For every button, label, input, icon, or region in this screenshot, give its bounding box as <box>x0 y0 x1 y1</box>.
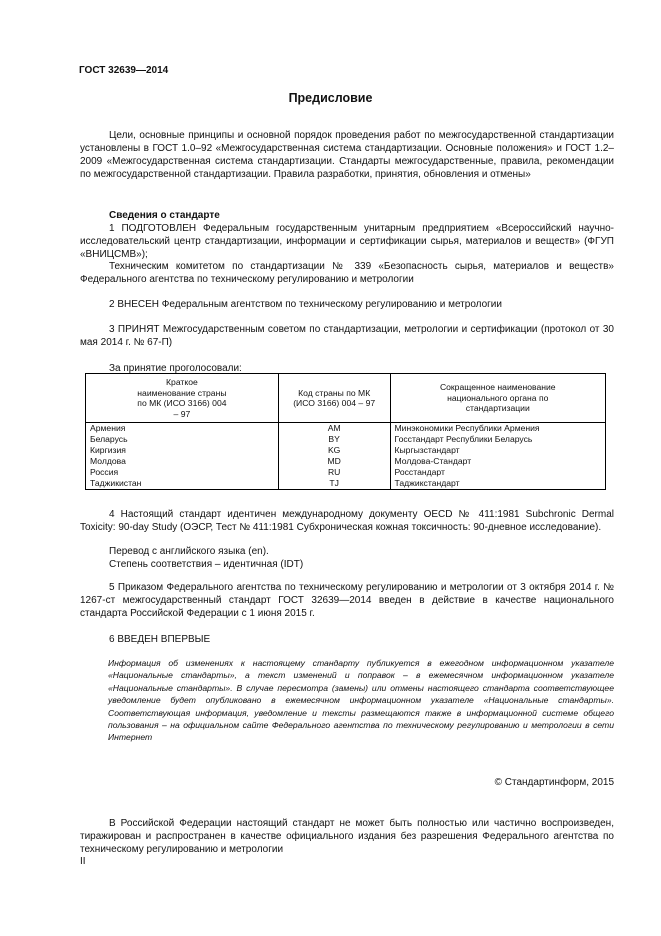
intro-paragraph: Цели, основные принципы и основной порядок проведения работ по межгосударственной стандартизации установлены в ГОСТ 1.0–92 «Межгосударственная система стандартизации. Основные положения» и ГОСТ 1.2–2009 «Межгосударственная система стандартизации. Стандарты межгосударственные, правила, рекомендации по межгосударственной стандартизации. Правила разработки, принятия, обновления и отмены» <box>80 130 614 180</box>
copyright: © Стандартинформ, 2015 <box>494 777 614 788</box>
table-row <box>86 478 606 490</box>
page-number: II <box>80 856 86 867</box>
country-cell: Армения <box>86 423 279 435</box>
country-cell: Киргизия <box>86 445 279 456</box>
table-row <box>86 456 606 467</box>
country-cell: Беларусь <box>86 434 279 445</box>
item-3: 3 ПРИНЯТ Межгосударственным советом по стандартизации, метрологии и сертификации (протокол от 30 мая 2014 г. № 67-П) <box>80 324 614 348</box>
org-cell: Кыргызстандарт <box>390 445 606 456</box>
info-heading: Сведения о стандарте <box>109 210 220 221</box>
org-cell: Госстандарт Республики Беларусь <box>390 434 606 445</box>
table-row <box>86 445 606 456</box>
table-row <box>86 434 606 445</box>
item-1: 1 ПОДГОТОВЛЕН Федеральным государственным унитарным предприятием «Всероссийский научно-исследовательский центр стандартизации, информации и сертификации сырья, материалов и веществ» (ФГУП «ВНИЦСМВ»); <box>80 223 614 260</box>
code-cell: RU <box>278 467 390 478</box>
voted-label: За принятие проголосовали: <box>109 363 242 374</box>
header-org: Сокращенное наименование национального органа по стандартизации <box>390 374 606 423</box>
changes-note: Информация об изменениях к настоящему стандарту публикуется в ежегодном информационном указателе «Национальные стандарты», а текст изменений и поправок – в ежемесячном информационном указателе «Национальные стандарты». В случае пересмотра (замены) или отмены настоящего стандарта соответствующее уведомление будет опубликовано в ежемесячном информационном указателе «Национальные стандарты». Соответствующая информация, уведомление и тексты размещаются также в информационной системе общего пользования – на официальном сайте Федерального агентства по техническому регулированию и метрологии в сети Интернет <box>108 658 614 743</box>
voting-table <box>85 373 606 490</box>
item-4: 4 Настоящий стандарт идентичен международному документу OECD № 411:1981 Subchronic Dermal Toxicity: 90-day Study (ОЭСР, Тест № 411:1981 Субхроническая кожная токсичность: 90-дневное исследование). <box>80 509 614 533</box>
item-4-translation: Перевод с английского языка (en). <box>109 546 269 557</box>
reproduction-notice: В Российской Федерации настоящий стандарт не может быть полностью или частично воспроизведен, тиражирован и распространен в качестве официального издания без разрешения Федерального агентства по техническому регулированию и метрологии <box>80 818 614 856</box>
code-cell: AM <box>278 423 390 435</box>
table-header-row <box>86 374 606 423</box>
country-cell: Молдова <box>86 456 279 467</box>
item-6: 6 ВВЕДЕН ВПЕРВЫЕ <box>109 634 211 645</box>
item-4-conformity: Степень соответствия – идентичная (IDT) <box>109 559 304 570</box>
table-row <box>86 467 606 478</box>
header-code: Код страны по МК (ИСО 3166) 004 – 97 <box>278 374 390 423</box>
org-cell: Молдова-Стандарт <box>390 456 606 467</box>
org-cell: Таджикстандарт <box>390 478 606 490</box>
country-cell: Таджикистан <box>86 478 279 490</box>
org-cell: Росстандарт <box>390 467 606 478</box>
code-cell: MD <box>278 456 390 467</box>
item-2: 2 ВНЕСЕН Федеральным агентством по техническому регулированию и метрологии <box>109 299 502 310</box>
org-cell: Минэкономики Республики Армения <box>390 423 606 435</box>
header-country: Краткое наименование страны по МК (ИСО 3166) 004 – 97 <box>86 374 279 423</box>
document-header: ГОСТ 32639—2014 <box>79 65 169 76</box>
page-title: Предисловие <box>288 91 373 105</box>
code-cell: BY <box>278 434 390 445</box>
code-cell: KG <box>278 445 390 456</box>
item-1-committee: Техническим комитетом по стандартизации № 339 «Безопасность сырья, материалов и веществ» Федерального агентства по техническому регулированию и метрологии <box>80 261 614 285</box>
code-cell: TJ <box>278 478 390 490</box>
country-cell: Россия <box>86 467 279 478</box>
item-5: 5 Приказом Федерального агентства по техническому регулированию и метрологии от 3 октября 2014 г. № 1267-ст межгосударственный стандарт ГОСТ 32639—2014 введен в действие в качестве национального стандарта Российской Федерации с 1 июня 2015 г. <box>80 582 614 619</box>
table-row <box>86 423 606 435</box>
